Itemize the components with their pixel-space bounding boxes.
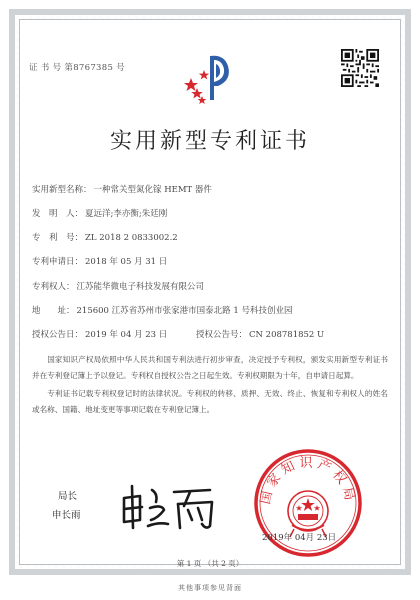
- qr-code-icon: [341, 49, 379, 87]
- inventor-label: 发 明 人：: [32, 209, 84, 219]
- grant-date-value: 2019 年 04 月 23 日: [85, 330, 168, 340]
- patentee-label: 专利权人：: [32, 282, 75, 292]
- patentee-row: [32, 280, 204, 292]
- body-paragraph-1: 国家知识产权局依照中华人民共和国专利法进行初步审查，决定授予专利权，颁发实用新型专利证书并在专利登记簿上予以登记。专利权自授权公告之日起生效。专利权期限为十年，自申请日起算。: [32, 355, 388, 380]
- address-value: 215600 江苏省苏州市张家港市国泰北路 1 号科技创业园: [76, 306, 293, 316]
- body-paragraph-2: 专利证书记载专利权登记时的法律状况。专利权的转移、质押、无效、终止、恢复和专利权人的姓名或名称、国籍、地址变更等事项记载在专利登记簿上。: [32, 389, 388, 414]
- filing-date-label: 专利申请日：: [32, 257, 84, 267]
- signatory-name: 申长雨: [52, 510, 81, 521]
- patent-number-label: 专 利 号：: [32, 233, 84, 243]
- grant-date-label: 授权公告日：: [32, 330, 84, 340]
- page-indicator: 第 1 页 （共 2 页）: [176, 559, 244, 568]
- patent-emblem-icon: [180, 46, 244, 110]
- patentee-value: 江苏能华微电子科技发展有限公司: [76, 282, 205, 292]
- handwritten-signature-icon: [118, 480, 218, 532]
- address-row: [32, 304, 292, 316]
- inventor-row: [32, 207, 167, 219]
- signatory-title: 局长: [58, 491, 78, 502]
- utility-model-name-row: [32, 183, 212, 195]
- patent-number-row: [32, 231, 178, 243]
- filing-date-row: [32, 255, 167, 267]
- inventor-value: 夏远洋;李亦衡;朱廷刚: [85, 209, 168, 219]
- utility-model-name-label: 实用新型名称：: [32, 185, 92, 195]
- certificate-title: 实用新型专利证书: [109, 129, 310, 154]
- footer-note: 其他事项参见背面: [178, 584, 242, 592]
- patent-number-value: ZL 2018 2 0833002.2: [85, 233, 178, 243]
- certificate-number: 证 书 号 第8767385 号: [29, 63, 125, 73]
- utility-model-name-value: 一种常关型氮化镓 HEMT 器件: [93, 185, 212, 195]
- grant-number-label: 授权公告号：: [196, 330, 248, 340]
- filing-date-value: 2018 年 05 月 31 日: [85, 257, 168, 267]
- issue-date: 2019年 04月 23日: [262, 533, 337, 543]
- grant-row: [32, 328, 324, 340]
- address-label: 地 址：: [32, 306, 75, 316]
- certificate-body-text: [32, 352, 388, 418]
- svg-text:国家知识产权局: 国家知识产权局: [258, 456, 358, 506]
- grant-number-value: CN 208781852 U: [249, 330, 325, 340]
